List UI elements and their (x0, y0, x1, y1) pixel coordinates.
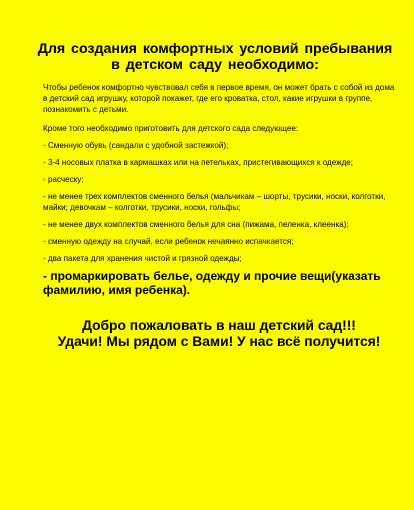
document-title: Для создания комфортных условий пребывания в детском саду необходимо: (37, 41, 393, 73)
list-item: - Сменную обувь (сандали с удобной застежкой); (43, 141, 229, 150)
marking-instruction: - промаркировать белье, одежду и прочие вещи(указать фамилию, имя ребенка). (43, 269, 381, 297)
list-item: - 3-4 носовых платка в кармашках или на петельках, пристегивающихся к одежде; (43, 158, 354, 167)
welcome-message (36, 318, 402, 350)
list-item: - расческу; (43, 175, 84, 184)
list-lead: Кроме того необходимо приготовить для детского сада следующее: (43, 124, 299, 133)
encouragement-line: Удачи! Мы рядом с Вами! У нас всё получится! (57, 334, 381, 349)
list-item: - не менее двух комплектов сменного белья для сна (пижама, пеленка, клеенка); (43, 220, 349, 229)
document-body (43, 82, 395, 297)
list-item: - сменную одежду на случай, если ребенок нечаянно испачкается; (43, 237, 294, 246)
list-item: - два пакета для хранения чистой и грязной одежды; (43, 254, 242, 263)
welcome-line: Добро пожаловать в наш детский сад!!! (82, 318, 356, 333)
list-item: - не менее трех комплектов сменного белья (мальчикам – шорты, трусики, носки, колготки, майки; девочкам – колготки, трусики, носки, гольфы; (43, 192, 386, 212)
intro-paragraph: Чтобы ребенок комфортно чувствовал себя в первое время, он может брать с собой из дома в детский сад игрушку, которой покажет, где его кроватка, стол, какие игрушки в группе, познакомить с детьми. (43, 83, 395, 114)
